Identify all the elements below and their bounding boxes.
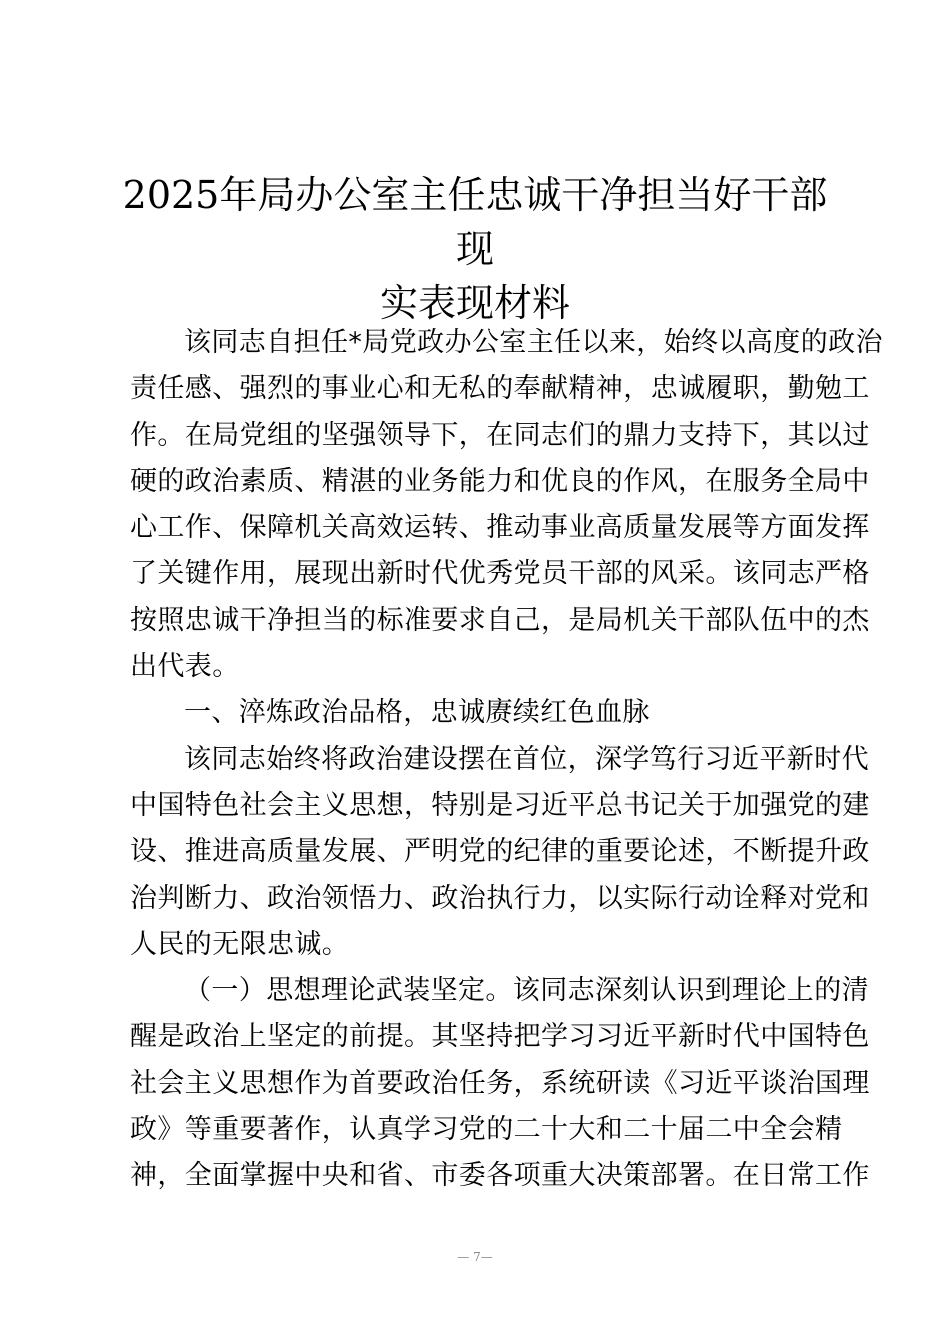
page-number: — 7—	[457, 1250, 493, 1264]
paragraph-line: 醒是政治上坚定的前提。其坚持把学习习近平新时代中国特色	[130, 1021, 870, 1053]
title-line-2: 实表现材料	[379, 281, 570, 325]
title-line-1: 2025年局办公室主任忠诚干净担当好干部现	[122, 173, 828, 271]
document-body	[130, 320, 883, 1200]
paragraph-line: 按照忠诚干净担当的标准要求自己，是局机关干部队伍中的杰	[130, 604, 870, 636]
paragraph-line: 该同志始终将政治建设摆在首位，深学笃行习近平新时代	[184, 743, 869, 775]
paragraph-section-1	[130, 737, 870, 968]
paragraph-line: 设、推进高质量发展、严明党的纪律的重要论述，不断提升政	[130, 836, 870, 868]
paragraph-line: 作。在局党组的坚强领导下，在同志们的鼎力支持下，其以过	[130, 419, 870, 451]
paragraph-line: 政》等重要著作，认真学习党的二十大和二十届二中全会精	[130, 1114, 843, 1146]
paragraph-line: 人民的无限忠诚。	[130, 928, 350, 960]
paragraph-line: 心工作、保障机关高效运转、推动事业高质量发展等方面发挥	[130, 512, 870, 544]
paragraph-line: 该同志自担任*局党政办公室主任以来，始终以高度的政治	[184, 327, 883, 358]
paragraph-line: 治判断力、政治领悟力、政治执行力，以实际行动诠释对党和	[130, 882, 870, 914]
paragraph-line: 硬的政治素质、精湛的业务能力和优良的作风，在服务全局中	[130, 465, 870, 497]
paragraph-line: 责任感、强烈的事业心和无私的奉献精神，忠诚履职，勤勉工	[130, 373, 870, 405]
paragraph-subsection-1	[130, 968, 870, 1199]
paragraph-intro	[130, 320, 883, 690]
section-heading-1	[130, 690, 830, 736]
section-heading: 一、淬炼政治品格，忠诚赓续红色血脉	[184, 697, 650, 729]
paragraph-line: 出代表。	[130, 651, 240, 683]
paragraph-line: （一）思想理论武装坚定。该同志深刻认识到理论上的清	[184, 975, 869, 1007]
document-title	[110, 168, 840, 330]
paragraph-line: 了关键作用，展现出新时代优秀党员干部的风采。该同志严格	[130, 558, 870, 590]
paragraph-line: 社会主义思想作为首要政治任务，系统研读《习近平谈治国理	[130, 1067, 870, 1099]
paragraph-line: 中国特色社会主义思想，特别是习近平总书记关于加强党的建	[130, 789, 870, 821]
paragraph-line: 神，全面掌握中央和省、市委各项重大决策部署。在日常工作	[130, 1160, 870, 1192]
